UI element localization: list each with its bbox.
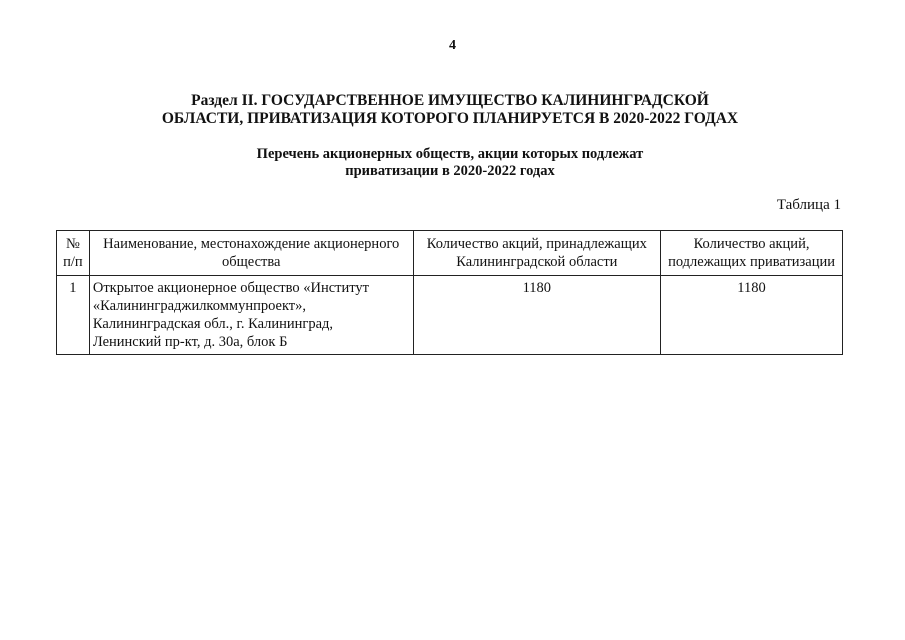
table-row (57, 276, 843, 355)
header-number-line-1: № (66, 236, 80, 252)
table-header-row (57, 231, 843, 276)
header-shares-region-line-1: Количество акций, принадлежащих (426, 236, 647, 252)
section-title (100, 92, 800, 128)
row-name-line-2: «Калининграджилкоммунпроект», (92, 298, 307, 314)
header-number-line-2: п/п (63, 254, 83, 270)
header-shares-privatized-line-2: подлежащих приватизации (668, 254, 835, 270)
row-shares-privatized: 1180 (661, 276, 843, 355)
section-title-line-1: Раздел II. ГОСУДАРСТВЕННОЕ ИМУЩЕСТВО КАЛИНИНГРАДСКОЙ (191, 92, 709, 109)
table-label: Таблица 1 (776, 197, 841, 213)
row-name-line-4: Ленинский пр-кт, д. 30а, блок Б (92, 334, 288, 350)
row-name-line-1: Открытое акционерное общество «Институт (92, 280, 369, 296)
header-number (57, 231, 90, 276)
list-title-line-1: Перечень акционерных обществ, акции которых подлежат (256, 146, 644, 162)
header-name-line-1: Наименование, местонахождение акционерного (103, 236, 400, 252)
header-name (89, 231, 413, 276)
header-shares-privatized-line-1: Количество акций, (693, 236, 810, 252)
header-shares-region (413, 231, 660, 276)
row-name-line-3: Калининградская обл., г. Калининград, (92, 316, 334, 332)
section-title-line-2: ОБЛАСТИ, ПРИВАТИЗАЦИЯ КОТОРОГО ПЛАНИРУЕТСЯ В 2020-2022 ГОДАХ (161, 110, 739, 127)
shares-table (56, 230, 843, 355)
row-shares-region: 1180 (413, 276, 660, 355)
header-shares-privatized (661, 231, 843, 276)
list-title (150, 146, 750, 180)
list-title-line-2: приватизации в 2020-2022 годах (345, 163, 555, 179)
header-name-line-2: общества (222, 254, 281, 270)
header-shares-region-line-2: Калининградской области (456, 254, 618, 270)
page-number: 4 (449, 38, 456, 53)
row-number: 1 (57, 276, 90, 355)
row-name (89, 276, 413, 355)
